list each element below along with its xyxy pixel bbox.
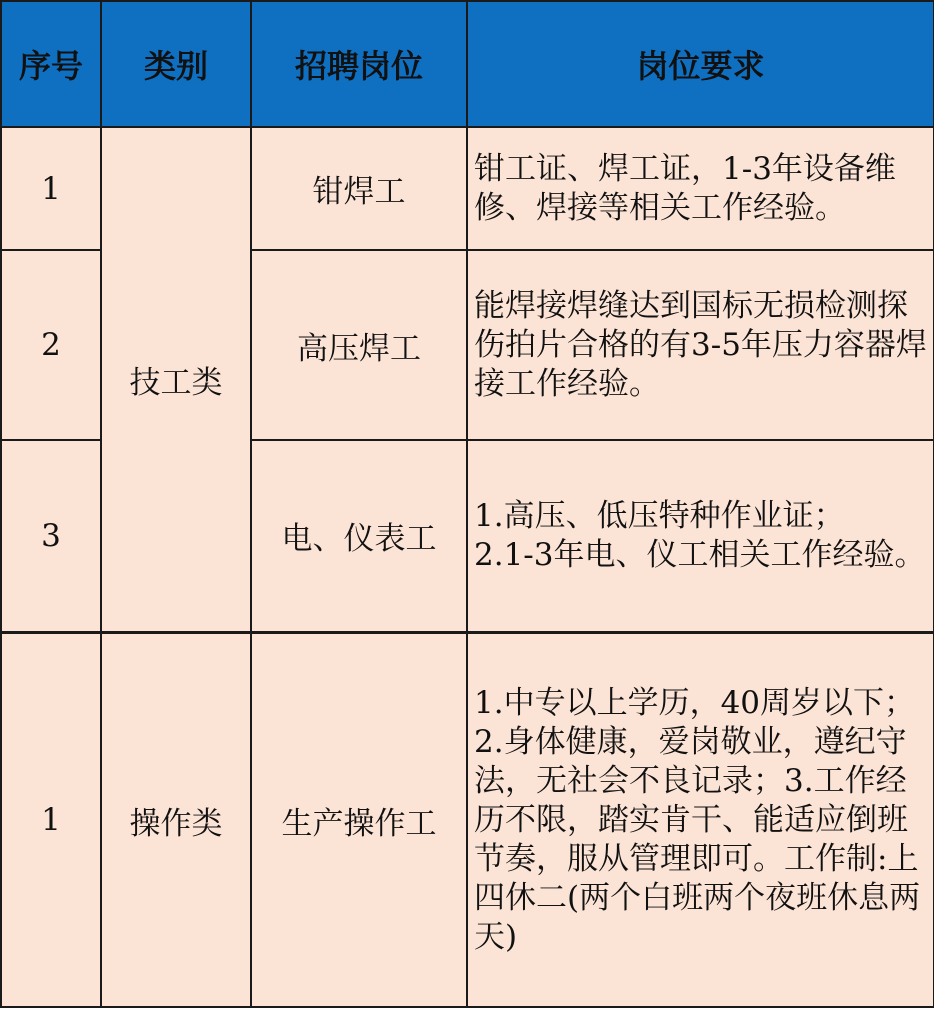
row-index: 3 (1, 440, 101, 633)
row-index: 1 (1, 633, 101, 1007)
position-cell: 电、仪表工 (251, 440, 467, 633)
category-cell: 操作类 (101, 633, 251, 1007)
table-row (1, 127, 934, 251)
requirement-cell: 钳工证、焊工证，1-3年设备维修、焊接等相关工作经验。 (467, 127, 934, 251)
category-cell: 技工类 (101, 127, 251, 633)
requirement-line: 2.1-3年电、仪工相关工作经验。 (474, 536, 926, 573)
position-cell: 钳焊工 (251, 127, 467, 251)
requirement-cell: 1.中专以上学历，40周岁以下；2.身体健康，爱岗敬业，遵纪守法，无社会不良记录；3.工作经历不限，踏实肯干、能适应倒班节奏，服从管理即可。工作制:上四休二(两个白班两个夜班休息两天) (467, 633, 934, 1007)
requirement-line: 1.高压、低压特种作业证； (474, 497, 845, 534)
table-row (1, 633, 934, 1007)
requirement-cell (467, 440, 934, 633)
position-cell: 生产操作工 (251, 633, 467, 1007)
position-cell: 高压焊工 (251, 250, 467, 439)
header-row (1, 1, 934, 127)
requirement-cell: 能焊接焊缝达到国标无损检测探伤拍片合格的有3-5年压力容器焊接工作经验。 (467, 250, 934, 439)
header-category: 类别 (101, 1, 251, 127)
row-index: 2 (1, 250, 101, 439)
header-position: 招聘岗位 (251, 1, 467, 127)
row-index: 1 (1, 127, 101, 251)
header-index: 序号 (1, 1, 101, 127)
header-requirement: 岗位要求 (467, 1, 934, 127)
